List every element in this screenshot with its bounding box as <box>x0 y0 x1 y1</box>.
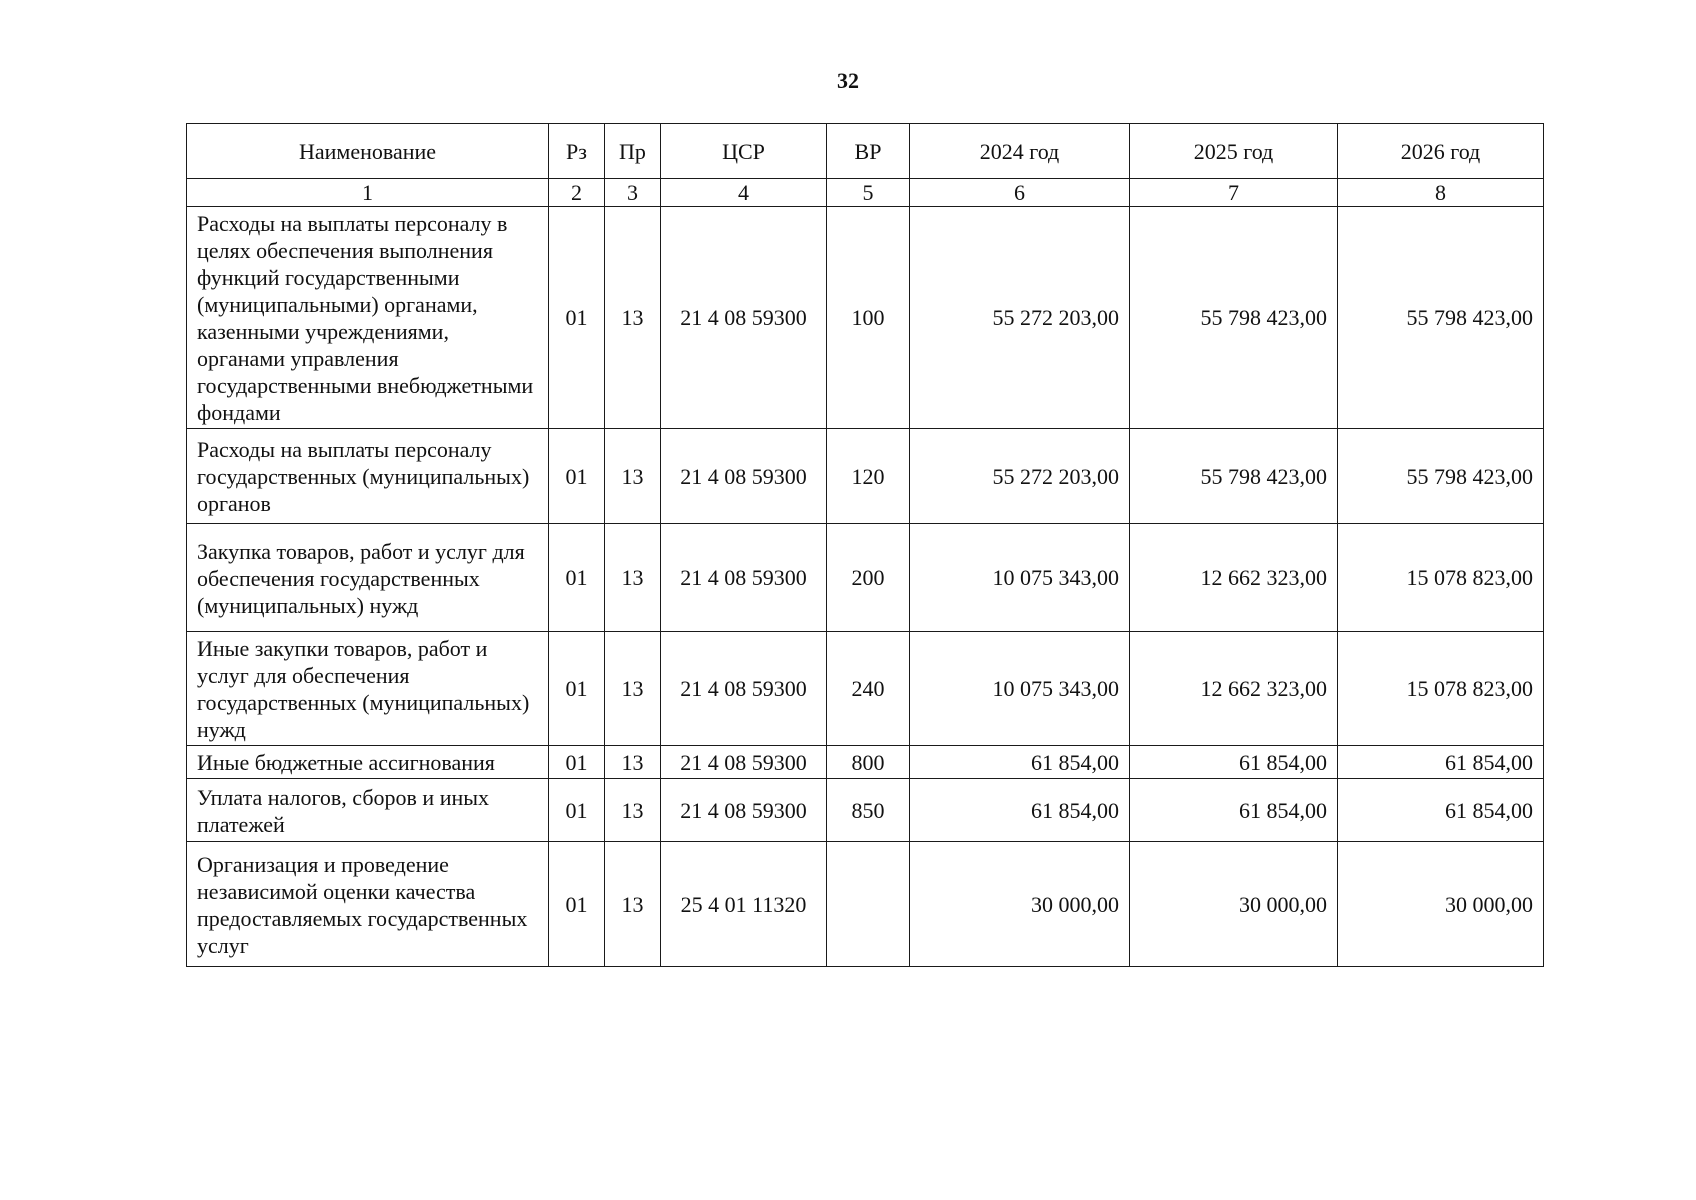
row-pr: 13 <box>605 746 661 779</box>
row-amount-2024: 10 075 343,00 <box>910 524 1130 632</box>
row-name: Организация и проведение независимой оценки качества предоставляемых государственных услуг <box>187 842 549 967</box>
column-number: 3 <box>605 179 661 207</box>
header-row <box>187 124 1544 179</box>
column-number: 7 <box>1130 179 1338 207</box>
row-vr: 100 <box>827 207 910 429</box>
table-row <box>187 842 1544 967</box>
row-rz: 01 <box>549 207 605 429</box>
row-amount-2025: 55 798 423,00 <box>1130 429 1338 524</box>
row-amount-2026: 61 854,00 <box>1338 746 1544 779</box>
row-csr: 21 4 08 59300 <box>661 207 827 429</box>
header-vr: ВР <box>827 124 910 179</box>
table-row <box>187 779 1544 842</box>
row-pr: 13 <box>605 632 661 746</box>
column-number: 8 <box>1338 179 1544 207</box>
row-vr: 200 <box>827 524 910 632</box>
row-amount-2025: 55 798 423,00 <box>1130 207 1338 429</box>
row-csr: 21 4 08 59300 <box>661 524 827 632</box>
header-csr: ЦСР <box>661 124 827 179</box>
row-csr: 21 4 08 59300 <box>661 779 827 842</box>
row-amount-2024: 61 854,00 <box>910 746 1130 779</box>
header-name: Наименование <box>187 124 549 179</box>
row-amount-2026: 61 854,00 <box>1338 779 1544 842</box>
row-pr: 13 <box>605 207 661 429</box>
row-amount-2024: 55 272 203,00 <box>910 429 1130 524</box>
row-amount-2026: 15 078 823,00 <box>1338 524 1544 632</box>
row-amount-2024: 55 272 203,00 <box>910 207 1130 429</box>
column-number: 4 <box>661 179 827 207</box>
column-number: 1 <box>187 179 549 207</box>
row-vr <box>827 842 910 967</box>
row-name: Закупка товаров, работ и услуг для обеспечения государственных (муниципальных) нужд <box>187 524 549 632</box>
budget-table-container <box>186 123 1543 967</box>
page-number: 32 <box>837 68 859 93</box>
header-2024: 2024 год <box>910 124 1130 179</box>
row-amount-2025: 61 854,00 <box>1130 746 1338 779</box>
column-number: 6 <box>910 179 1130 207</box>
row-amount-2026: 55 798 423,00 <box>1338 429 1544 524</box>
row-rz: 01 <box>549 779 605 842</box>
header-2026: 2026 год <box>1338 124 1544 179</box>
row-pr: 13 <box>605 779 661 842</box>
row-name: Расходы на выплаты персоналу в целях обеспечения выполнения функций государственными (муниципальными) органами, казенными учреждениями, органами управления государственными внебюджетными фондами <box>187 207 549 429</box>
header-rz: Рз <box>549 124 605 179</box>
row-rz: 01 <box>549 524 605 632</box>
table-row <box>187 429 1544 524</box>
row-name: Иные бюджетные ассигнования <box>187 746 549 779</box>
table-row <box>187 207 1544 429</box>
row-amount-2024: 61 854,00 <box>910 779 1130 842</box>
row-vr: 850 <box>827 779 910 842</box>
row-rz: 01 <box>549 632 605 746</box>
row-amount-2025: 30 000,00 <box>1130 842 1338 967</box>
row-vr: 240 <box>827 632 910 746</box>
header-2025: 2025 год <box>1130 124 1338 179</box>
table-row <box>187 524 1544 632</box>
row-csr: 21 4 08 59300 <box>661 746 827 779</box>
row-rz: 01 <box>549 842 605 967</box>
row-vr: 800 <box>827 746 910 779</box>
row-csr: 21 4 08 59300 <box>661 429 827 524</box>
row-amount-2026: 30 000,00 <box>1338 842 1544 967</box>
row-rz: 01 <box>549 429 605 524</box>
row-amount-2024: 30 000,00 <box>910 842 1130 967</box>
budget-table <box>186 123 1544 967</box>
row-name: Расходы на выплаты персоналу государственных (муниципальных) органов <box>187 429 549 524</box>
row-pr: 13 <box>605 842 661 967</box>
column-number: 2 <box>549 179 605 207</box>
table-row <box>187 746 1544 779</box>
row-amount-2026: 55 798 423,00 <box>1338 207 1544 429</box>
row-amount-2025: 61 854,00 <box>1130 779 1338 842</box>
column-number: 5 <box>827 179 910 207</box>
header-pr: Пр <box>605 124 661 179</box>
row-csr: 21 4 08 59300 <box>661 632 827 746</box>
row-amount-2026: 15 078 823,00 <box>1338 632 1544 746</box>
row-amount-2024: 10 075 343,00 <box>910 632 1130 746</box>
row-vr: 120 <box>827 429 910 524</box>
row-amount-2025: 12 662 323,00 <box>1130 524 1338 632</box>
table-row <box>187 632 1544 746</box>
row-rz: 01 <box>549 746 605 779</box>
row-csr: 25 4 01 11320 <box>661 842 827 967</box>
row-amount-2025: 12 662 323,00 <box>1130 632 1338 746</box>
row-name: Иные закупки товаров, работ и услуг для обеспечения государственных (муниципальных) нужд <box>187 632 549 746</box>
column-number-row <box>187 179 1544 207</box>
row-pr: 13 <box>605 429 661 524</box>
row-name: Уплата налогов, сборов и иных платежей <box>187 779 549 842</box>
row-pr: 13 <box>605 524 661 632</box>
